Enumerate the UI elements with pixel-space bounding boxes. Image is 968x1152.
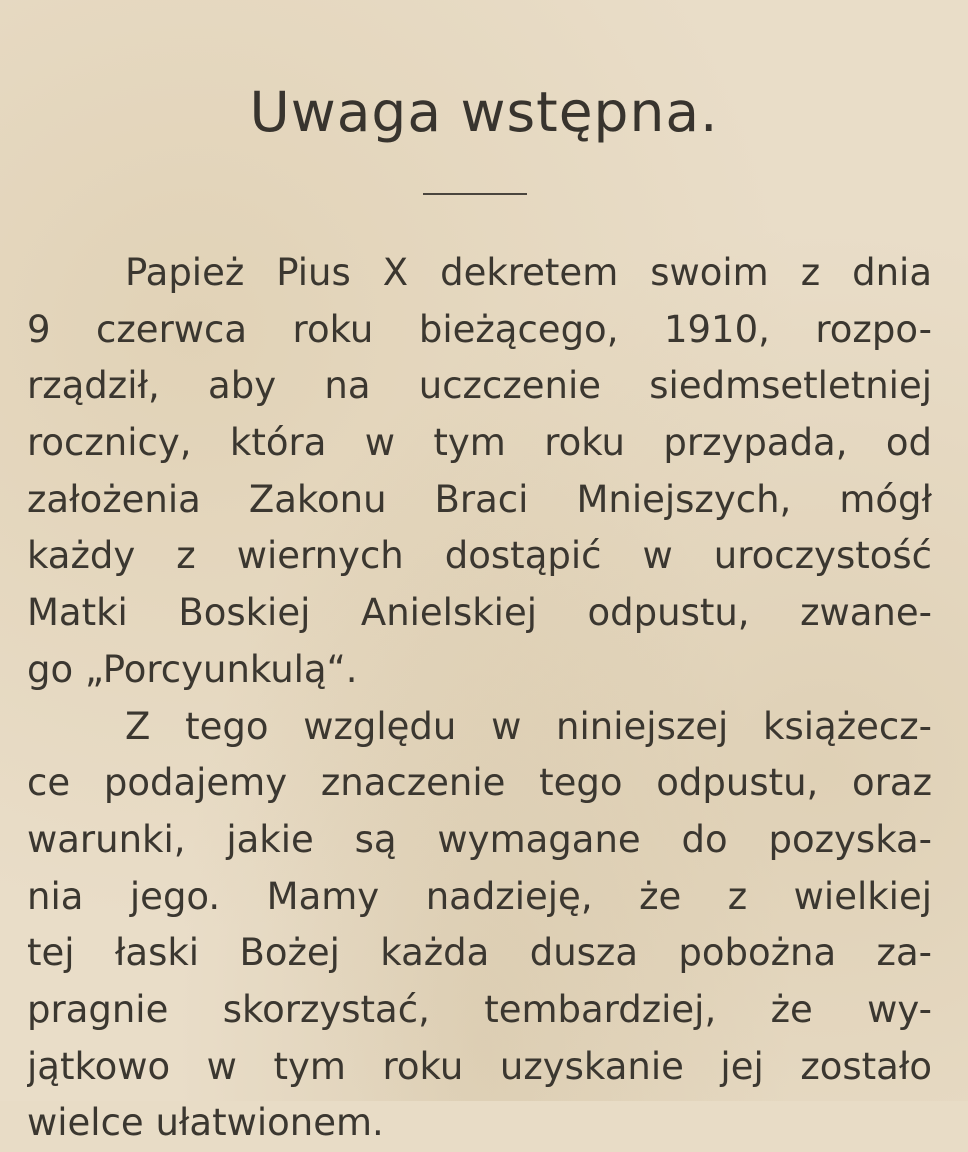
text-line: tej łaski Bożej każda dusza pobożna za- — [27, 925, 932, 982]
title-divider — [423, 193, 527, 195]
text-line: ce podajemy znaczenie tego odpustu, oraz — [27, 755, 932, 812]
text-line: każdy z wiernych dostąpić w uroczystość — [27, 528, 932, 585]
text-line: warunki, jakie są wymagane do pozyska- — [27, 812, 932, 869]
paragraph-1 — [27, 245, 932, 699]
text-line: rocznicy, która w tym roku przypada, od — [27, 415, 932, 472]
text-line: Z tego względu w niniejszej książecz- — [27, 699, 932, 756]
text-line: 9 czerwca roku bieżącego, 1910, rozpo- — [27, 302, 932, 359]
text-line: wielce ułatwionem. — [27, 1095, 932, 1152]
paragraph-2 — [27, 699, 932, 1152]
text-line: założenia Zakonu Braci Mniejszych, mógł — [27, 472, 932, 529]
text-line: pragnie skorzystać, tembardziej, że wy- — [27, 982, 932, 1039]
text-line: Matki Boskiej Anielskiej odpustu, zwane- — [27, 585, 932, 642]
text-line: jątkowo w tym roku uzyskanie jej zostało — [27, 1039, 932, 1096]
body-text — [27, 245, 932, 1152]
page-title: Uwaga wstępna. — [0, 82, 968, 143]
text-line: rządził, aby na uczczenie siedmsetletniej — [27, 358, 932, 415]
text-line: Papież Pius X dekretem swoim z dnia — [27, 245, 932, 302]
text-line: go „Porcyunkulą“. — [27, 642, 932, 699]
text-line: nia jego. Mamy nadzieję, że z wielkiej — [27, 869, 932, 926]
